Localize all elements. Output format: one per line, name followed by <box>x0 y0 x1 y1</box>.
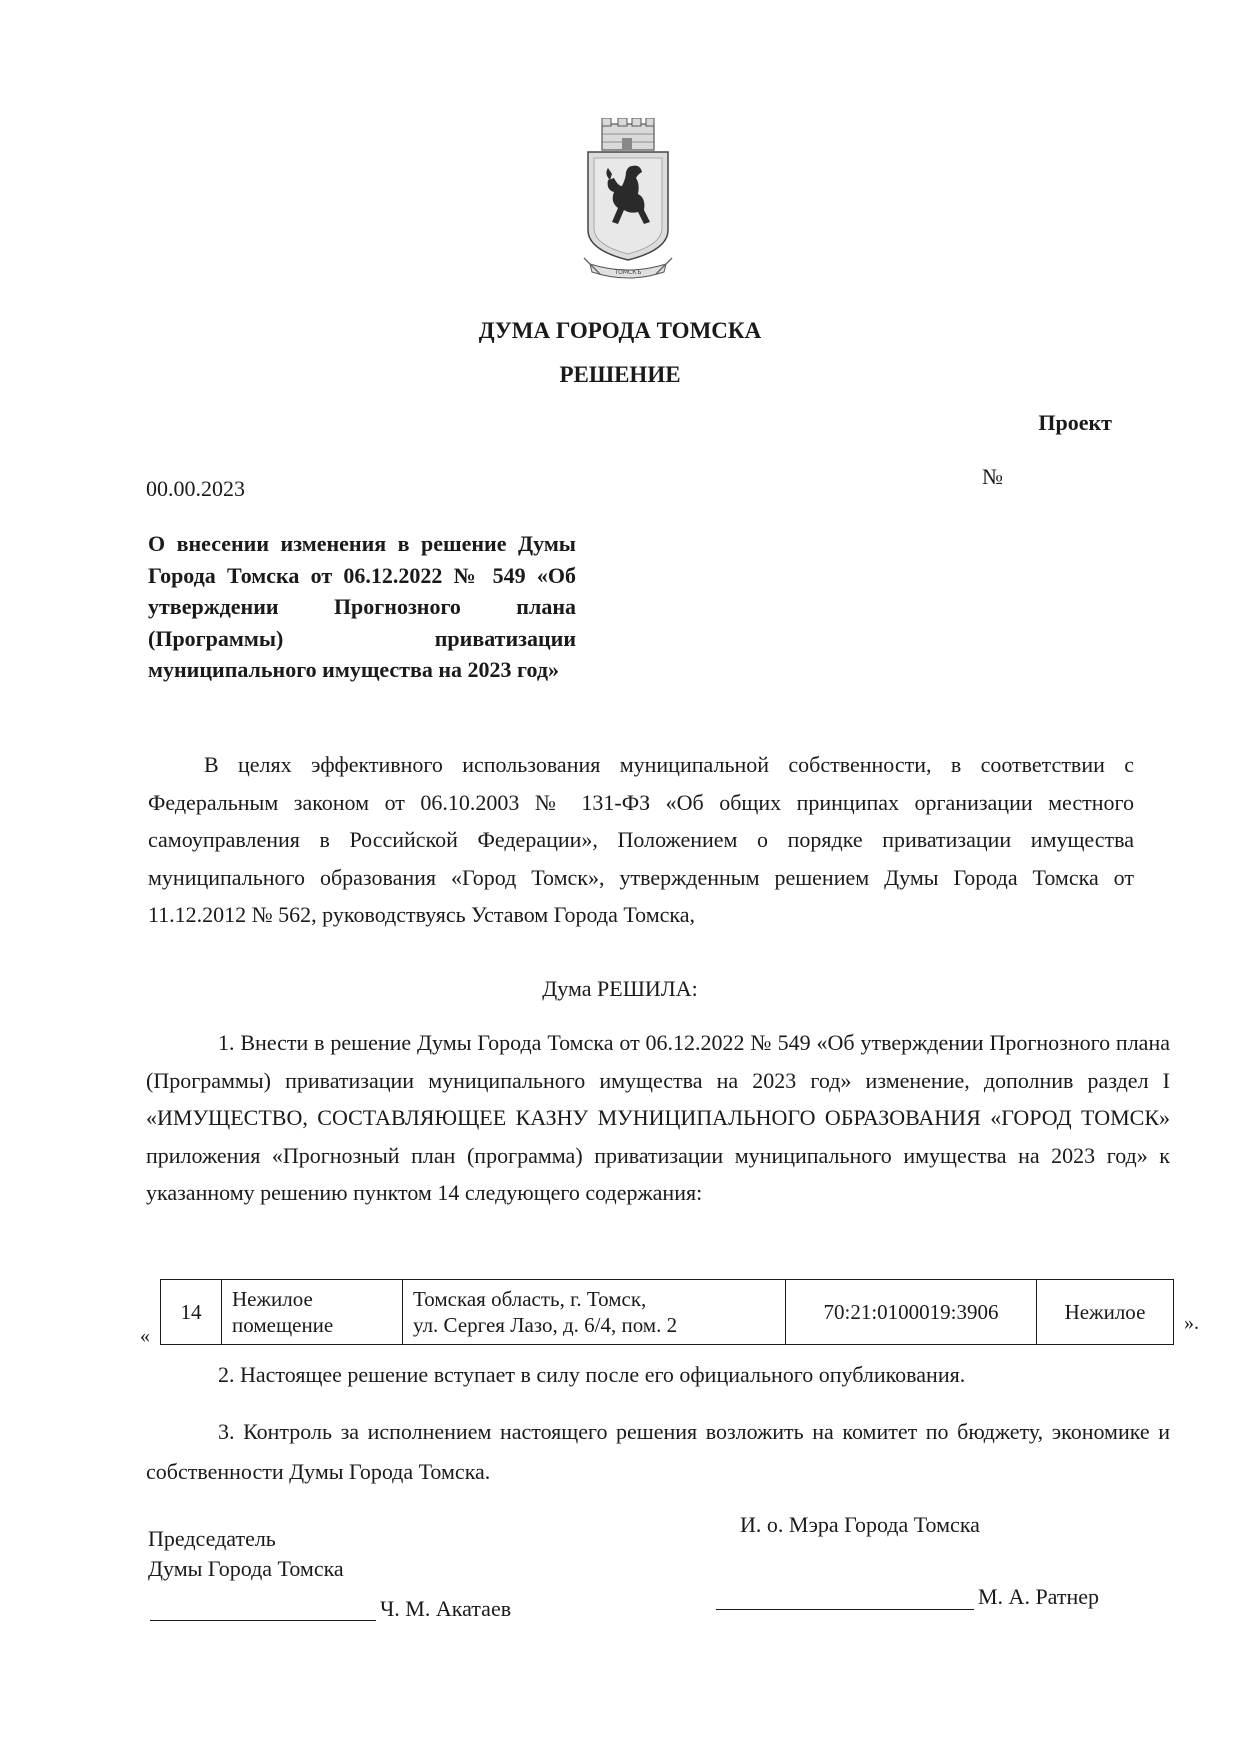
tomsk-coat-of-arms-icon <box>580 118 676 288</box>
point-2-paragraph: 2. Настоящее решение вступает в силу после его официального опубликования. <box>218 1362 966 1387</box>
preamble-paragraph: В целях эффективного использования муниципальной собственности, в соответствии с Федеральным законом от 06.10.2003 № 131-ФЗ «Об общих принципах организации местного самоуправления в Российской Федерации», Положением о порядке приватизации имущества муниципального образования «Город Томск», утвержденным решением Думы Города Томска от 11.12.2012 № 562, руководствуясь Уставом Города Томска, <box>148 752 1134 927</box>
coat-of-arms <box>580 118 676 288</box>
mayor-name: М. А. Ратнер <box>978 1584 1100 1609</box>
address-line1: Томская область, г. Томск, <box>413 1287 647 1311</box>
cell-cadastral-number: 70:21:0100019:3906 <box>786 1280 1037 1345</box>
organization-title: ДУМА ГОРОДА ТОМСКА <box>478 318 762 343</box>
chairman-signature-line <box>150 1620 376 1621</box>
point-1-paragraph: 1. Внести в решение Думы Города Томска от 06.12.2022 № 549 «Об утверждении Прогнозного плана (Программы) приватизации муниципального имущества на 2023 год» изменение, дополнив раздел I «ИМУЩЕСТВО, СОСТАВЛЯЮЩЕЕ КАЗНУ МУНИЦИПАЛЬНОГО ОБРАЗОВАНИЯ «ГОРОД ТОМСК» приложения «Прогнозный план (программа) приватизации муниципального имущества на 2023 год» к указанному решению пунктом 14 следующего содержания: <box>146 1030 1170 1205</box>
object-name-line1: Нежилое <box>232 1287 313 1311</box>
cell-address <box>403 1280 786 1345</box>
document-number-label: № <box>982 464 1003 489</box>
object-name-line2: помещение <box>232 1313 334 1337</box>
cell-number: 14 <box>161 1280 222 1345</box>
emblem-ribbon-text: ТОМСКЪ <box>614 269 642 276</box>
table-quote-open: « <box>140 1325 150 1347</box>
mayor-title: И. о. Мэра Города Томска <box>740 1512 980 1537</box>
table-quote-close: ». <box>1184 1312 1199 1334</box>
mayor-signature-line <box>716 1609 974 1610</box>
cell-object-name <box>222 1280 403 1345</box>
document-type: РЕШЕНИЕ <box>559 362 681 387</box>
property-table <box>160 1279 1174 1345</box>
chairman-title-line1: Председатель <box>148 1526 276 1551</box>
chairman-name: Ч. М. Акатаев <box>380 1596 512 1621</box>
decision-heading: Дума РЕШИЛА: <box>542 976 698 1001</box>
cell-purpose: Нежилое <box>1037 1280 1174 1345</box>
chairman-title <box>148 1524 344 1584</box>
point-3-paragraph: 3. Контроль за исполнением настоящего решения возложить на комитет по бюджету, экономике и собственности Думы Города Томска. <box>146 1419 1170 1484</box>
chairman-title-line2: Думы Города Томска <box>148 1556 344 1581</box>
document-subject: О внесении изменения в решение Думы Города Томска от 06.12.2022 № 549 «Об утверждении Прогнозного плана (Программы) приватизации муниципального имущества на 2023 год» <box>148 531 576 682</box>
document-date: 00.00.2023 <box>146 476 245 501</box>
draft-status: Проект <box>1038 410 1112 435</box>
table-row <box>161 1280 1174 1345</box>
address-line2: ул. Сергея Лазо, д. 6/4, пом. 2 <box>413 1313 678 1337</box>
